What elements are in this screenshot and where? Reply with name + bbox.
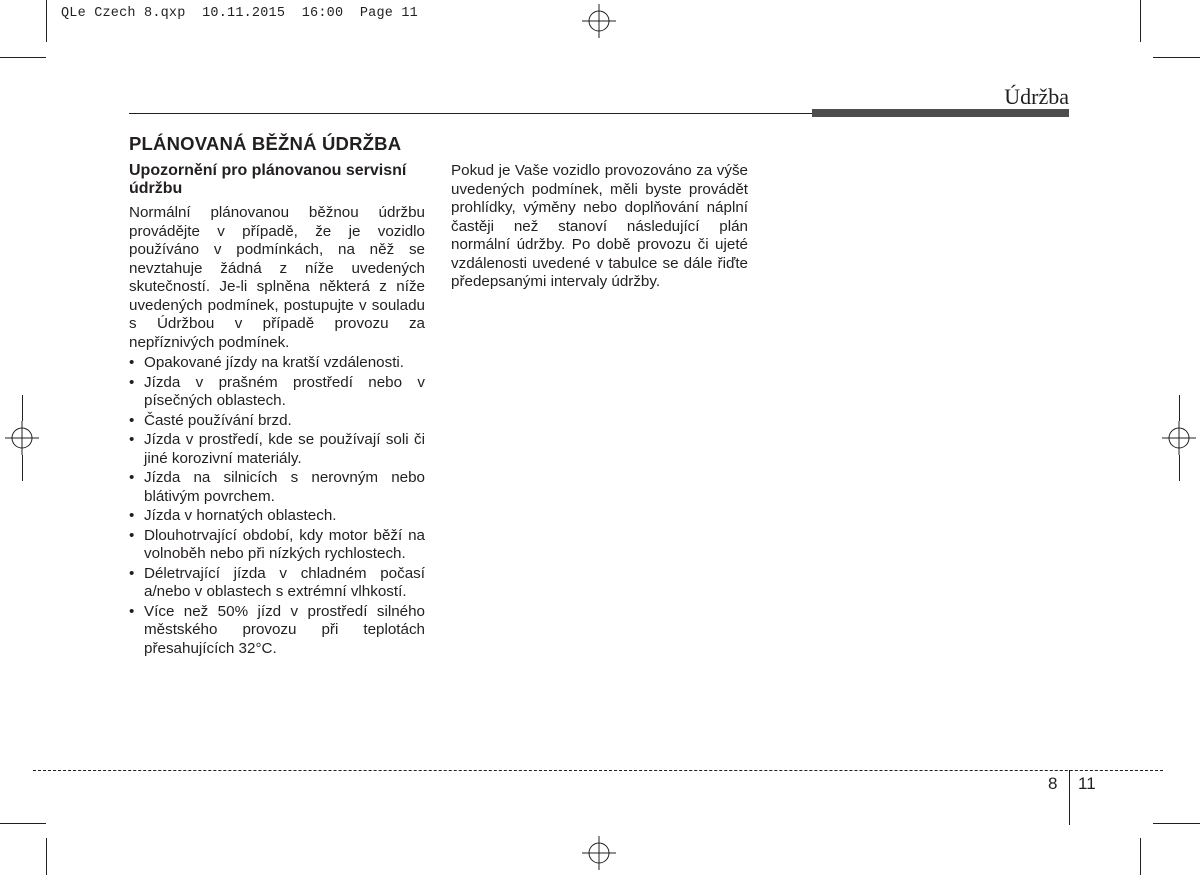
list-item: • Déletrvající jízda v chladném počasí a/nebo v oblastech s extrémní vlhkostí. [129, 564, 425, 600]
header-rule [129, 113, 812, 114]
crop-mark-icon [46, 838, 47, 875]
page-number: 11 [1078, 774, 1096, 793]
registration-mark-icon [5, 421, 39, 455]
registration-mark-icon [582, 4, 616, 38]
crop-mark-icon [46, 0, 47, 42]
registration-mark-icon [582, 836, 616, 870]
bullet-icon: • [129, 373, 135, 391]
bullet-icon: • [129, 507, 135, 524]
crop-mark-icon [1179, 455, 1180, 481]
crop-mark-icon [1153, 57, 1200, 58]
print-slug: QLe Czech 8.qxp 10.11.2015 16:00 Page 11 [61, 6, 418, 21]
list-item: • Více než 50% jízd v prostředí silného městského provozu při teplotách přesahujících 32°C. [129, 602, 425, 657]
page-number-divider [1069, 770, 1070, 825]
list-item: • Časté používání brzd. [129, 411, 292, 429]
footer-dashed-rule [33, 770, 1163, 771]
crop-mark-icon [0, 823, 46, 824]
text-column-left [129, 162, 425, 659]
crop-mark-icon [1179, 395, 1180, 421]
registration-mark-icon [1162, 421, 1196, 455]
conditions-list [129, 354, 425, 658]
crop-mark-icon [22, 455, 23, 481]
list-item: • Jízda v hornatých oblastech. [129, 507, 337, 524]
header-rule-bar [812, 109, 1069, 117]
body-paragraph: Pokud je Vaše vozidlo provozováno za výše uvedených podmínek, měli byste provádět prohlídky, výměny nebo doplňování náplní častěji než stanoví následující plán normální údržby. Po době provozu či ujeté vzdálenosti uvedené v tabulce se dále řiďte předepsanými intervaly údržby. [451, 162, 748, 290]
crop-mark-icon [1140, 838, 1141, 875]
list-item: • Jízda na silnicích s nerovným nebo blátivým povrchem. [129, 469, 425, 505]
chapter-number: 8 [1048, 774, 1058, 793]
bullet-icon: • [129, 602, 135, 620]
crop-mark-icon [0, 57, 46, 58]
crop-mark-icon [1140, 0, 1141, 42]
list-item: • Opakované jízdy na kratší vzdálenosti. [129, 354, 405, 371]
list-item: • Dlouhotrvající období, kdy motor běží na volnoběh nebo při nízkých rychlostech. [129, 526, 425, 562]
text-column-right [451, 162, 748, 292]
bullet-icon: • [129, 354, 135, 371]
subheading: Upozornění pro plánovanou servisní údržbu [129, 162, 407, 197]
page-title: PLÁNOVANÁ BĚŽNÁ ÚDRŽBA [129, 133, 402, 154]
running-header-section: Údržba [1004, 84, 1069, 109]
bullet-icon: • [129, 469, 135, 486]
bullet-icon: • [129, 526, 135, 544]
intro-paragraph: Normální plánovanou běžnou údržbu provádějte v případě, že je vozidlo používáno v podmínkách, na něž se nevztahuje žádná z níže uvedených skutečností. Je-li splněna některá z níže uvedených podmínek, postupujte v souladu s Údržbou v případě provozu za nepříznivých podmínek. [129, 204, 425, 351]
crop-mark-icon [22, 395, 23, 421]
list-item: • Jízda v prašném prostředí nebo v písečných oblastech. [129, 373, 425, 409]
crop-mark-icon [1153, 823, 1200, 824]
list-item: • Jízda v prostředí, kde se používají soli či jiné korozivní materiály. [129, 431, 425, 467]
bullet-icon: • [129, 431, 135, 448]
bullet-icon: • [129, 411, 135, 429]
bullet-icon: • [129, 564, 135, 582]
